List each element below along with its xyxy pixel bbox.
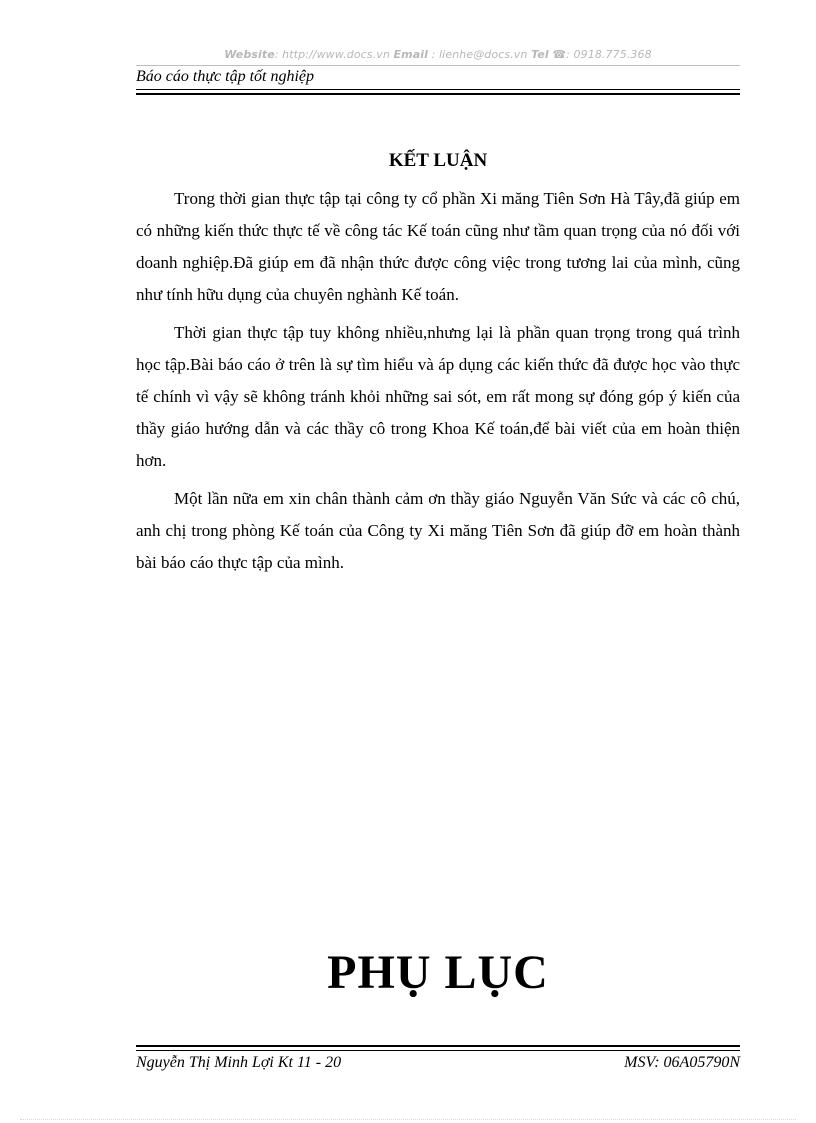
website-watermark: [136, 48, 740, 61]
header-title: Báo cáo thực tập tốt nghiệp: [136, 68, 315, 85]
watermark-divider: [136, 65, 740, 66]
paragraph: Một lần nữa em xin chân thành cảm ơn thầy giáo Nguyễn Văn Sức và các cô chú, anh chị trong phòng Kế toán của Công ty Xi măng Tiên Sơn đã giúp đỡ em hoàn thành bài báo cáo thực tập của mình.: [136, 489, 740, 572]
footer-author: Nguyễn Thị Minh Lợi Kt 11 - 20: [136, 1054, 342, 1071]
footer-divider: [136, 1045, 740, 1051]
header-divider: [136, 89, 740, 95]
tel-number: : 0918.775.368: [566, 48, 652, 61]
website-label: Website: [224, 48, 275, 61]
appendix-title: PHỤ LỤC: [327, 946, 549, 999]
footer-student-id: MSV: 06A05790N: [624, 1054, 740, 1071]
website-url: : http://www.docs.vn: [274, 48, 390, 61]
paragraph: Trong thời gian thực tập tại công ty cổ phần Xi măng Tiên Sơn Hà Tây,đã giúp em có những kiến thức thực tế về công tác Kế toán cũng như tầm quan trọng của nó đối với doanh nghiệp.Đã giúp em đã nhận thức được công việc trong tương lai của mình, cũng như tính hữu dụng của chuyên nghành Kế toán.: [136, 189, 740, 304]
email-address: : lienhe@docs.vn: [431, 48, 528, 61]
paragraph: Thời gian thực tập tuy không nhiều,nhưng lại là phần quan trọng trong quá trình học tập.Bài báo cáo ở trên là sự tìm hiểu và áp dụng các kiến thức đã được học vào thực tế chính vì vậy sẽ không tránh khỏi những sai sót, em rất mong sự đóng góp ý kiến của thầy giáo hướng dẫn và các thầy cô trong Khoa Kế toán,để bài viết của em hoàn thiện hơn.: [136, 323, 740, 470]
conclusion-body: [136, 183, 740, 585]
page-title: KẾT LUẬN: [388, 150, 488, 171]
email-label: Email: [393, 48, 428, 61]
page-edge: [20, 1119, 796, 1120]
phone-icon: ☎: [552, 48, 567, 61]
tel-label: Tel: [531, 48, 549, 61]
